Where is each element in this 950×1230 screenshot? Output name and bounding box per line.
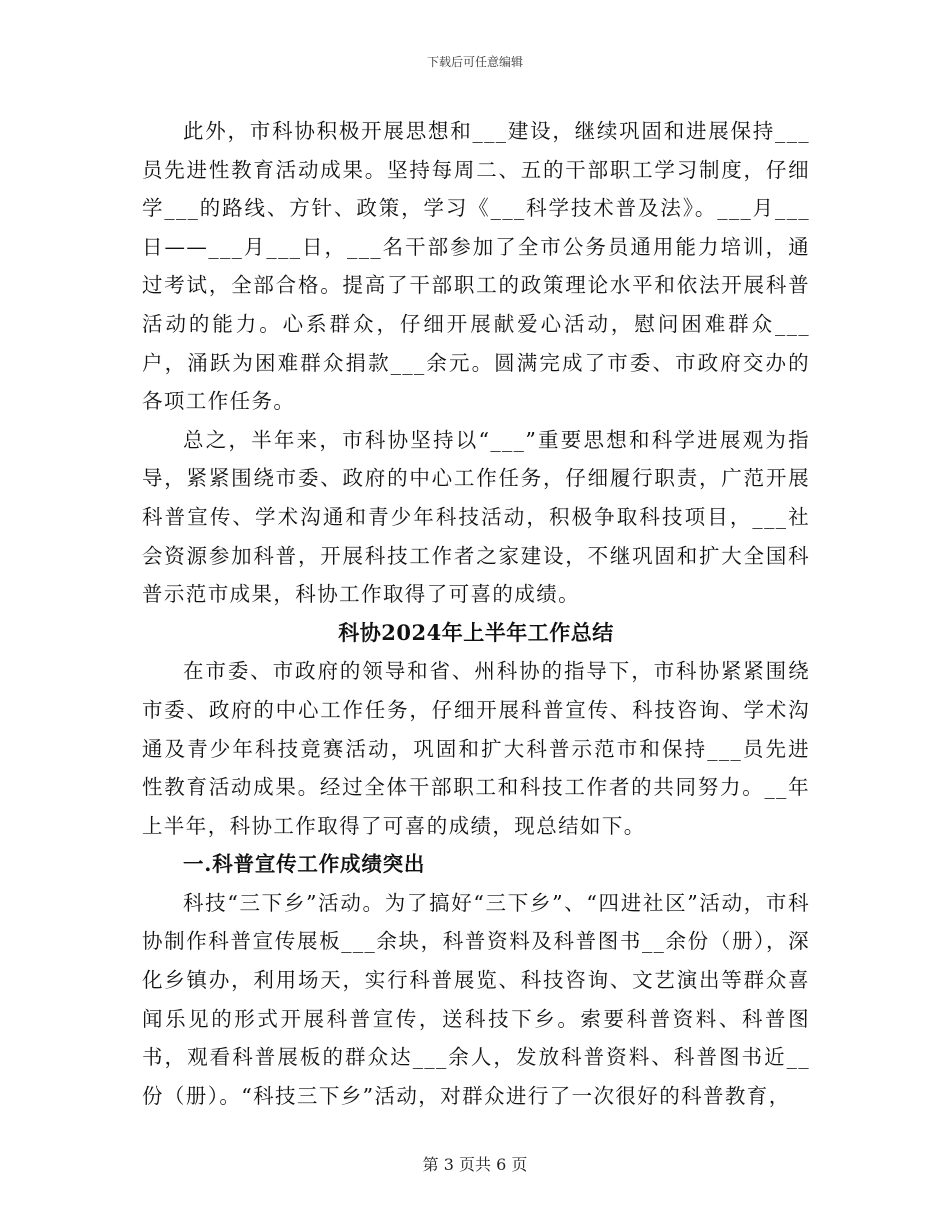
- document-title: 科协2024年上半年工作总结: [338, 619, 614, 645]
- body-paragraph: 总之，半年来，市科协坚持以“___”重要思想和科学进展观为指导，紧紧围绕市委、政府的中心工作任务，仔细履行职责，广范开展科普宣传、学术沟通和青少年科技活动，积极争取科技项目，___社会资源参加科普，开展科技工作者之家建设，不继巩固和扩大全国科普示范市成果，科协工作取得了可喜的成绩。: [142, 427, 810, 607]
- page-footer: 第 3 页共 6 页: [422, 1155, 528, 1174]
- section-heading: 一.科普宣传工作成绩突出: [183, 852, 426, 877]
- body-paragraph: 此外，市科协积极开展思想和___建设，继续巩固和进展保持___员先进性教育活动成果。坚持每周二、五的干部职工学习制度，仔细学___的路线、方针、政策，学习《___科学技术普及法》。___月___日——___月___日，___名干部参加了全市公务员通用能力培训，通过考试，全部合格。提高了干部职工的政策理论水平和依法开展科普活动的能力。心系群众，仔细开展献爱心活动，慰问困难群众___户，涌跃为困难群众捐款___余元。圆满完成了市委、市政府交办的各项工作任务。: [142, 119, 810, 414]
- intro-paragraph: 在市委、市政府的领导和省、州科协的指导下，市科协紧紧围绕市委、政府的中心工作任务，仔细开展科普宣传、科技咨询、学术沟通及青少年科技竟赛活动，巩固和扩大科普示范市和保持___员先进性教育活动成果。经过全体干部职工和科技工作者的共同努力。__年上半年，科协工作取得了可喜的成绩，现总结如下。: [142, 659, 810, 838]
- page-header: 下载后可任意编辑: [426, 55, 523, 69]
- document-body: [142, 112, 810, 1115]
- section-paragraph: 科技“三下乡”活动。为了搞好“三下乡”、“四进社区”活动，市科协制作科普宣传展板___余块，科普资料及科普图书__余份（册），深化乡镇办，利用场天，实行科普展览、科技咨询、文艺演出等群众喜闻乐见的形式开展科普宣传，送科技下乡。索要科普资料、科普图书，观看科普展板的群众达___余人，发放科普资料、科普图书近__份（册）。“科技三下乡”活动，对群众进行了一次很好的科普教育，: [142, 890, 810, 1108]
